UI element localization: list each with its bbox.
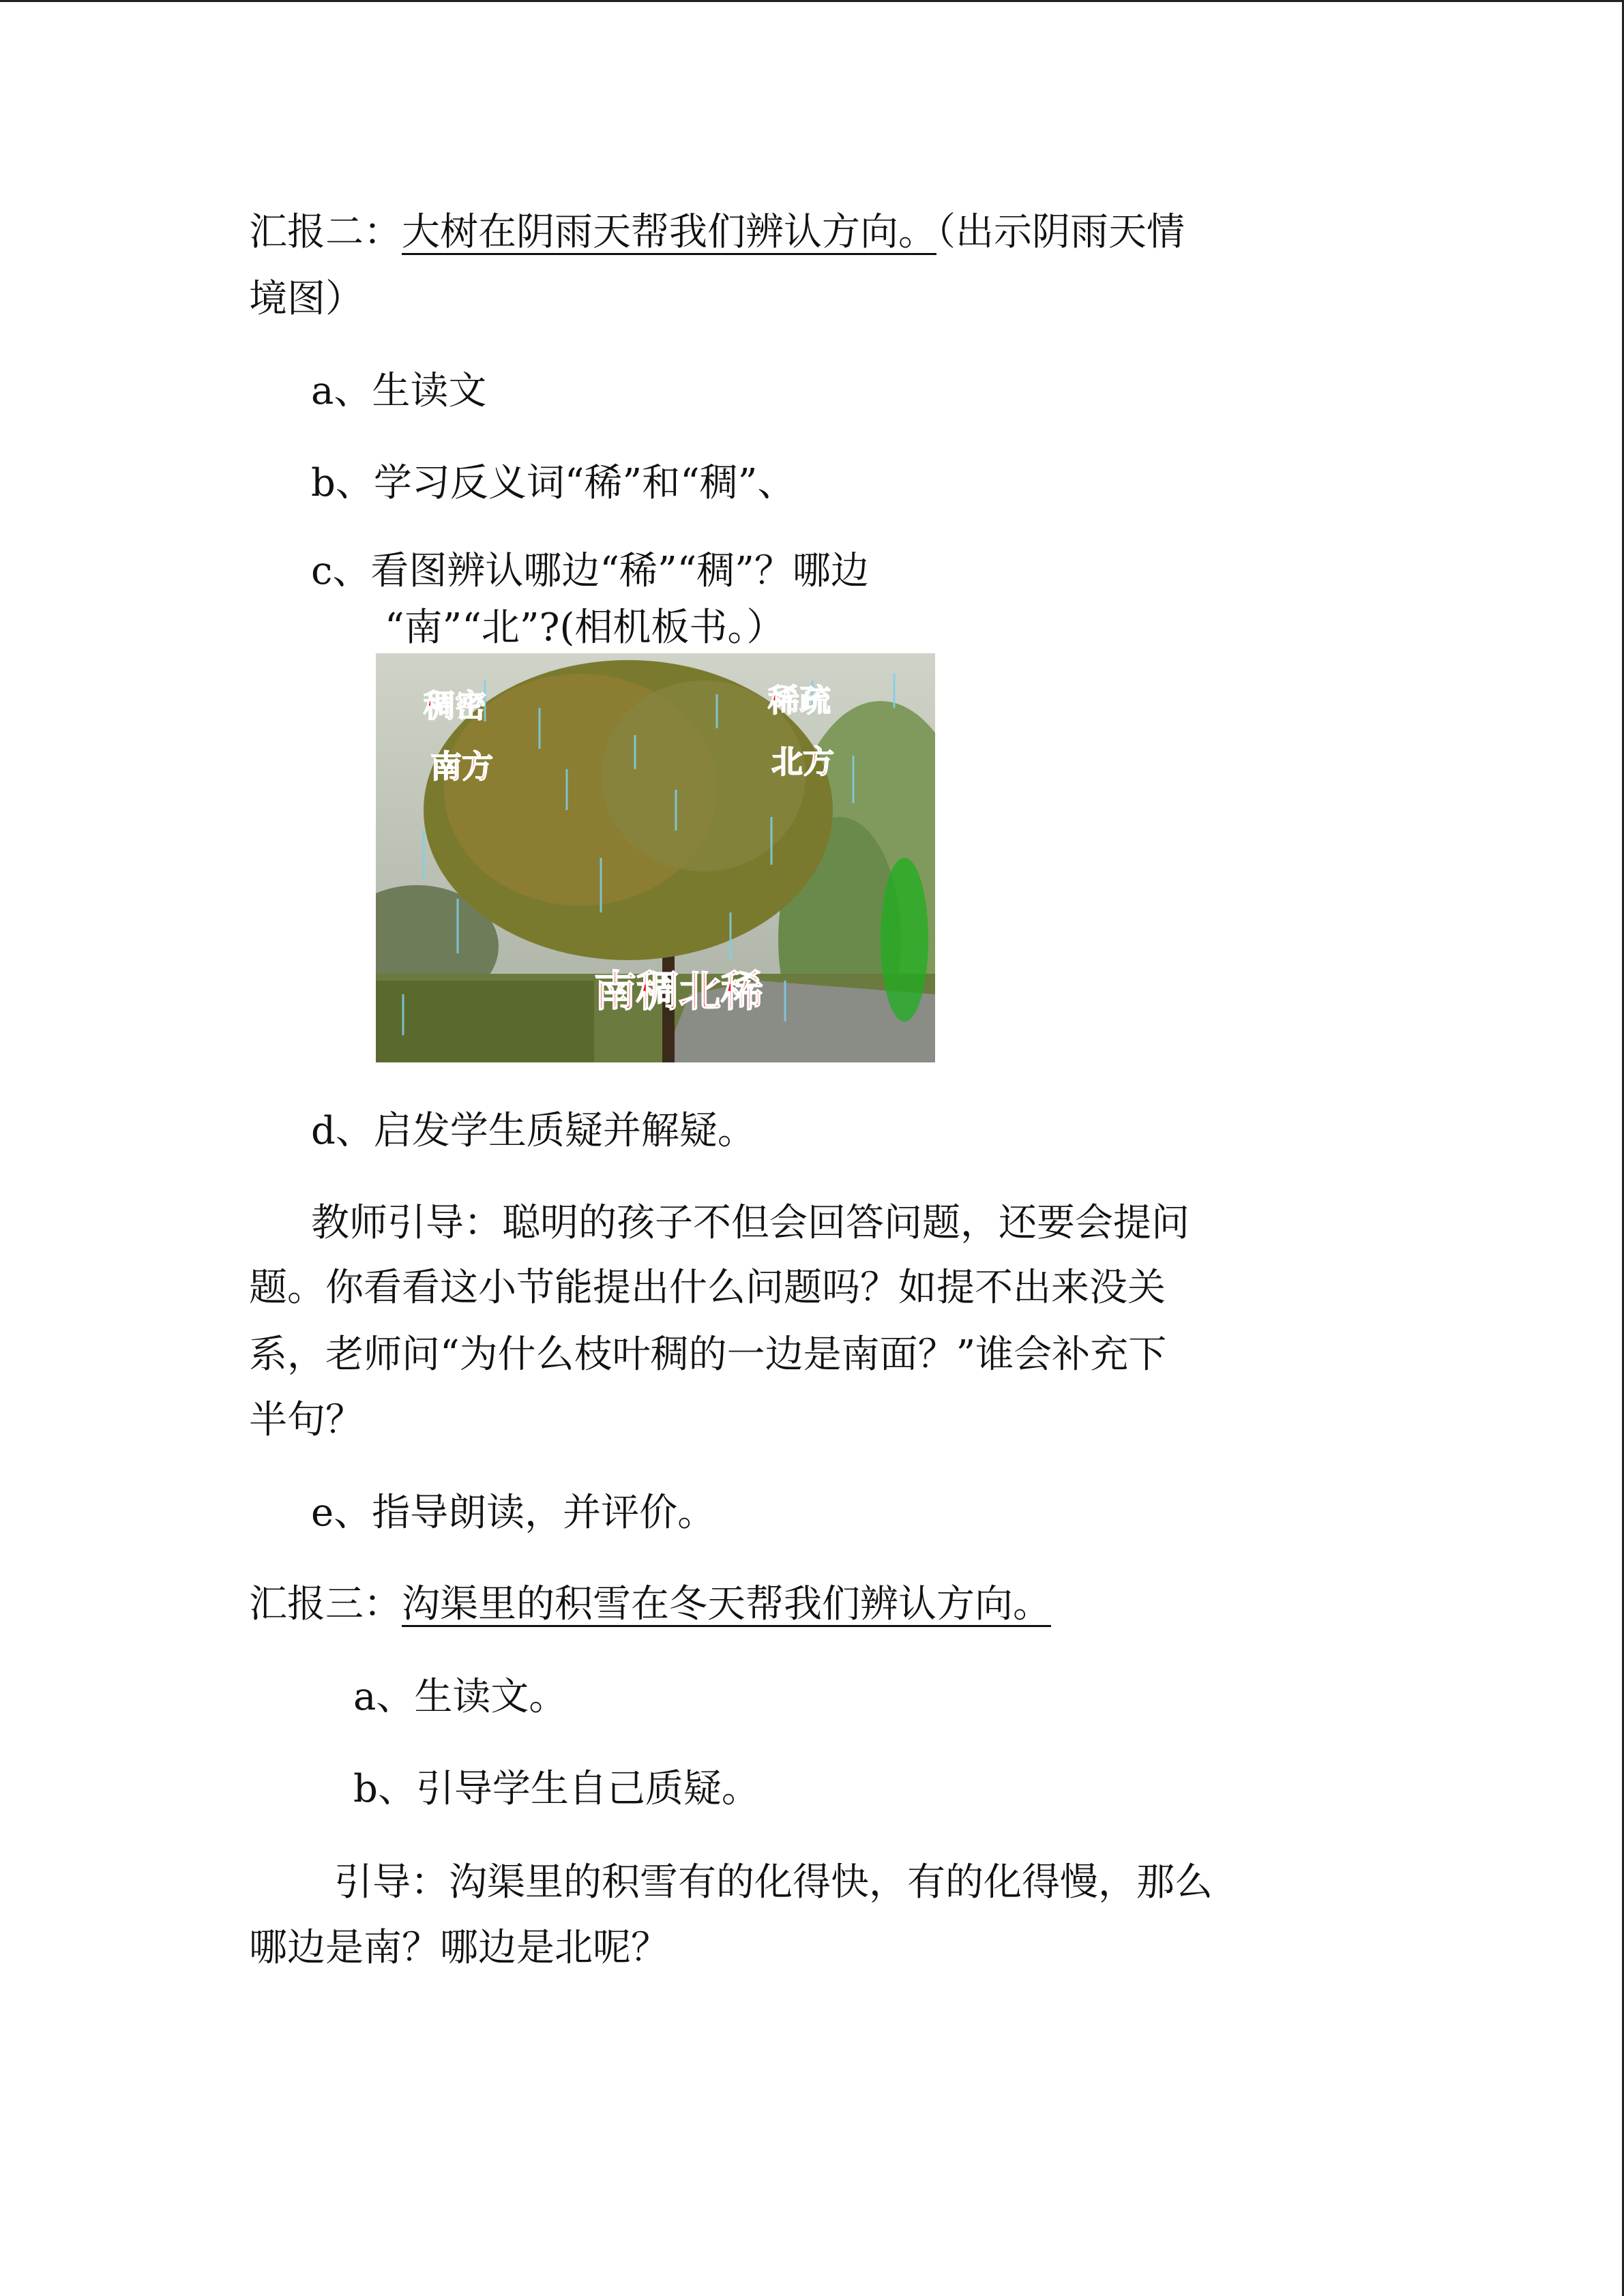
rainy-tree-illustration	[376, 653, 935, 1062]
teacher-guide-line1: 教师引导：聪明的孩子不但会回答问题，还要会提问	[311, 1201, 1190, 1245]
report2-heading	[249, 199, 1340, 266]
step2-b: b、学习反义词“稀”和“稠”、	[311, 461, 796, 505]
step2-c: c、看图辨认哪边“稀”“稠”？哪边	[311, 549, 869, 593]
report2-note: （出示阴雨天情	[936, 210, 1185, 254]
guide3-line2: 哪边是南？哪边是北呢？	[249, 1926, 669, 1970]
report2-label: 汇报二：	[249, 210, 402, 254]
page-border-top	[0, 0, 1624, 2]
flower-field	[376, 981, 594, 1062]
step2-a: a、生读文	[311, 369, 487, 413]
report3-title: 沟渠里的积雪在冬天帮我们辨认方向。	[402, 1582, 1051, 1626]
green-leaves	[881, 858, 928, 1022]
step3-b: b、引导学生自己质疑。	[353, 1767, 760, 1811]
report3-label: 汇报三：	[249, 1582, 402, 1626]
rainy-tree-scene	[376, 653, 935, 1062]
guide3-line1: 引导：沟渠里的积雪有的化得快，有的化得慢，那么	[334, 1860, 1213, 1905]
report3-heading	[249, 1571, 1340, 1638]
teacher-guide-line4: 半句？	[249, 1398, 364, 1442]
step2-d: d、启发学生质疑并解疑。	[311, 1109, 756, 1153]
teacher-guide-line3: 系，老师问“为什么枝叶稠的一边是南面？”谁会补充下	[249, 1332, 1167, 1377]
label-north: 北方	[771, 743, 834, 780]
step2-c-cont: “南”“北”?(相机板书。）	[385, 606, 785, 650]
step2-e: e、指导朗读，并评价。	[311, 1491, 716, 1535]
label-south: 南方	[430, 748, 493, 785]
step3-a: a、生读文。	[353, 1675, 567, 1719]
report2-title: 大树在阴雨天帮我们辨认方向。	[402, 210, 936, 254]
label-sparse: 稀疏	[768, 682, 831, 719]
label-summary: 南稠北稀	[594, 966, 764, 1016]
report2-note-cont: 境图）	[249, 277, 364, 321]
label-dense: 稠密	[424, 687, 486, 724]
teacher-guide-line2: 题。你看看这小节能提出什么问题吗？如提不出来没关	[249, 1266, 1166, 1310]
